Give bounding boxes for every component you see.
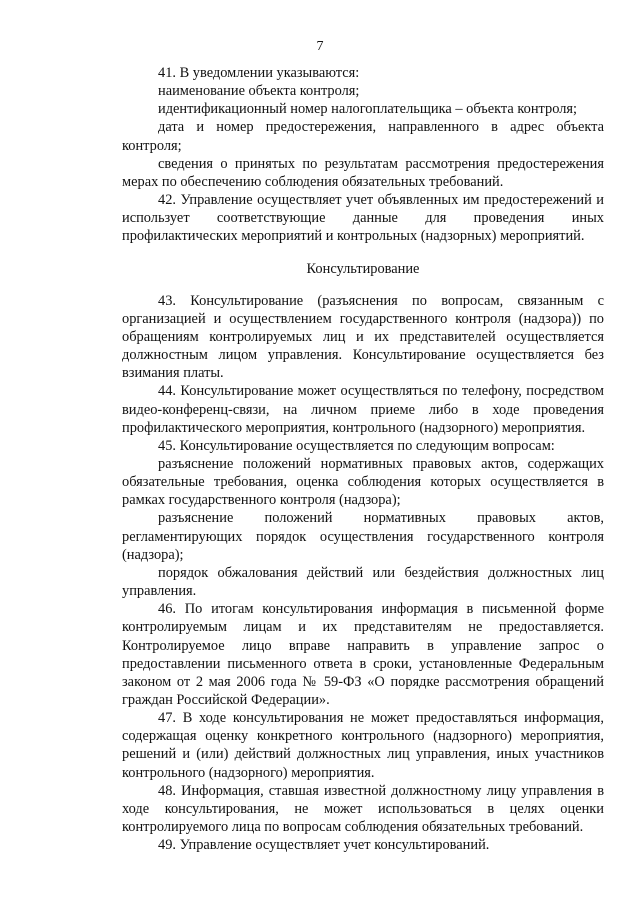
paragraph-41-item-inn: идентификационный номер налогоплательщика – объекта контроля; xyxy=(158,101,578,118)
paragraph-49: 49. Управление осуществляет учет консультирований. xyxy=(158,837,490,854)
paragraph-43: 43. Консультирование (разъяснения по вопросам, связанным с организацией и осуществлением государственного контроля (надзора)) по обращениям контролируемых лиц и их представителей осуществляется должностным лицом управления. Консультирование осуществляется без взимания платы. xyxy=(122,292,604,382)
document-body xyxy=(122,64,604,854)
paragraph-48: 48. Информация, ставшая известной должностному лицу управления в ходе консультирования, не может использоваться в целях оценки контролируемого лица по вопросам соблюдения обязательных требований. xyxy=(122,782,604,836)
paragraph-44: 44. Консультирование может осуществляться по телефону, посредством видео-конференц-связи, на личном приеме либо в ходе проведения профилактического мероприятия, контрольного (надзорного) мероприятия. xyxy=(122,383,604,436)
paragraph-45-item-requirements: разъяснение положений нормативных правовых актов, содержащих обязательные требования, оценка соблюдения которых осуществляется в рамках государственного контроля (надзора); xyxy=(122,455,604,509)
paragraph-47: 47. В ходе консультирования не может предоставляться информация, содержащая оценку конкретного контрольного (надзорного) мероприятия, решений и (или) действий должностных лиц управления, иных участников контрольного (надзорного) мероприятия. xyxy=(122,710,604,781)
section-heading-consulting: Консультирование xyxy=(306,260,420,277)
paragraph-42: 42. Управление осуществляет учет объявленных им предостережений и использует соответствующие данные для проведения иных профилактических мероприятий и контрольных (надзорных) мероприятий. xyxy=(122,192,604,245)
paragraph-46: 46. По итогам консультирования информация в письменной форме контролируемым лицам и их представителям не предоставляется. Контролируемое лицо вправе направить в управление запрос о предоставлении письменного ответа в сроки, установленные Федеральным законом от 2 мая 2006 года № 59-ФЗ «О порядке рассмотрения обращений граждан Российской Федерации». xyxy=(122,601,604,708)
paragraph-41-intro: 41. В уведомлении указываются: xyxy=(158,65,360,81)
paragraph-41-item-object-name: наименование объекта контроля; xyxy=(158,83,360,100)
paragraph-45-item-procedure: разъяснение положений нормативных правовых актов, регламентирующих порядок осуществления государственного контроля (надзора); xyxy=(122,510,604,563)
paragraph-45-item-appeal: порядок обжалования действий или бездействия должностных лиц управления. xyxy=(122,564,604,600)
paragraph-41-item-warning-date: дата и номер предостережения, направленного в адрес объекта контроля; xyxy=(122,119,604,154)
paragraph-45-intro: 45. Консультирование осуществляется по следующим вопросам: xyxy=(158,437,555,454)
page-number: 7 xyxy=(316,39,324,54)
paragraph-41-item-measures: сведения о принятых по результатам рассмотрения предостережения мерах по обеспечению соблюдения обязательных требований. xyxy=(122,155,604,190)
